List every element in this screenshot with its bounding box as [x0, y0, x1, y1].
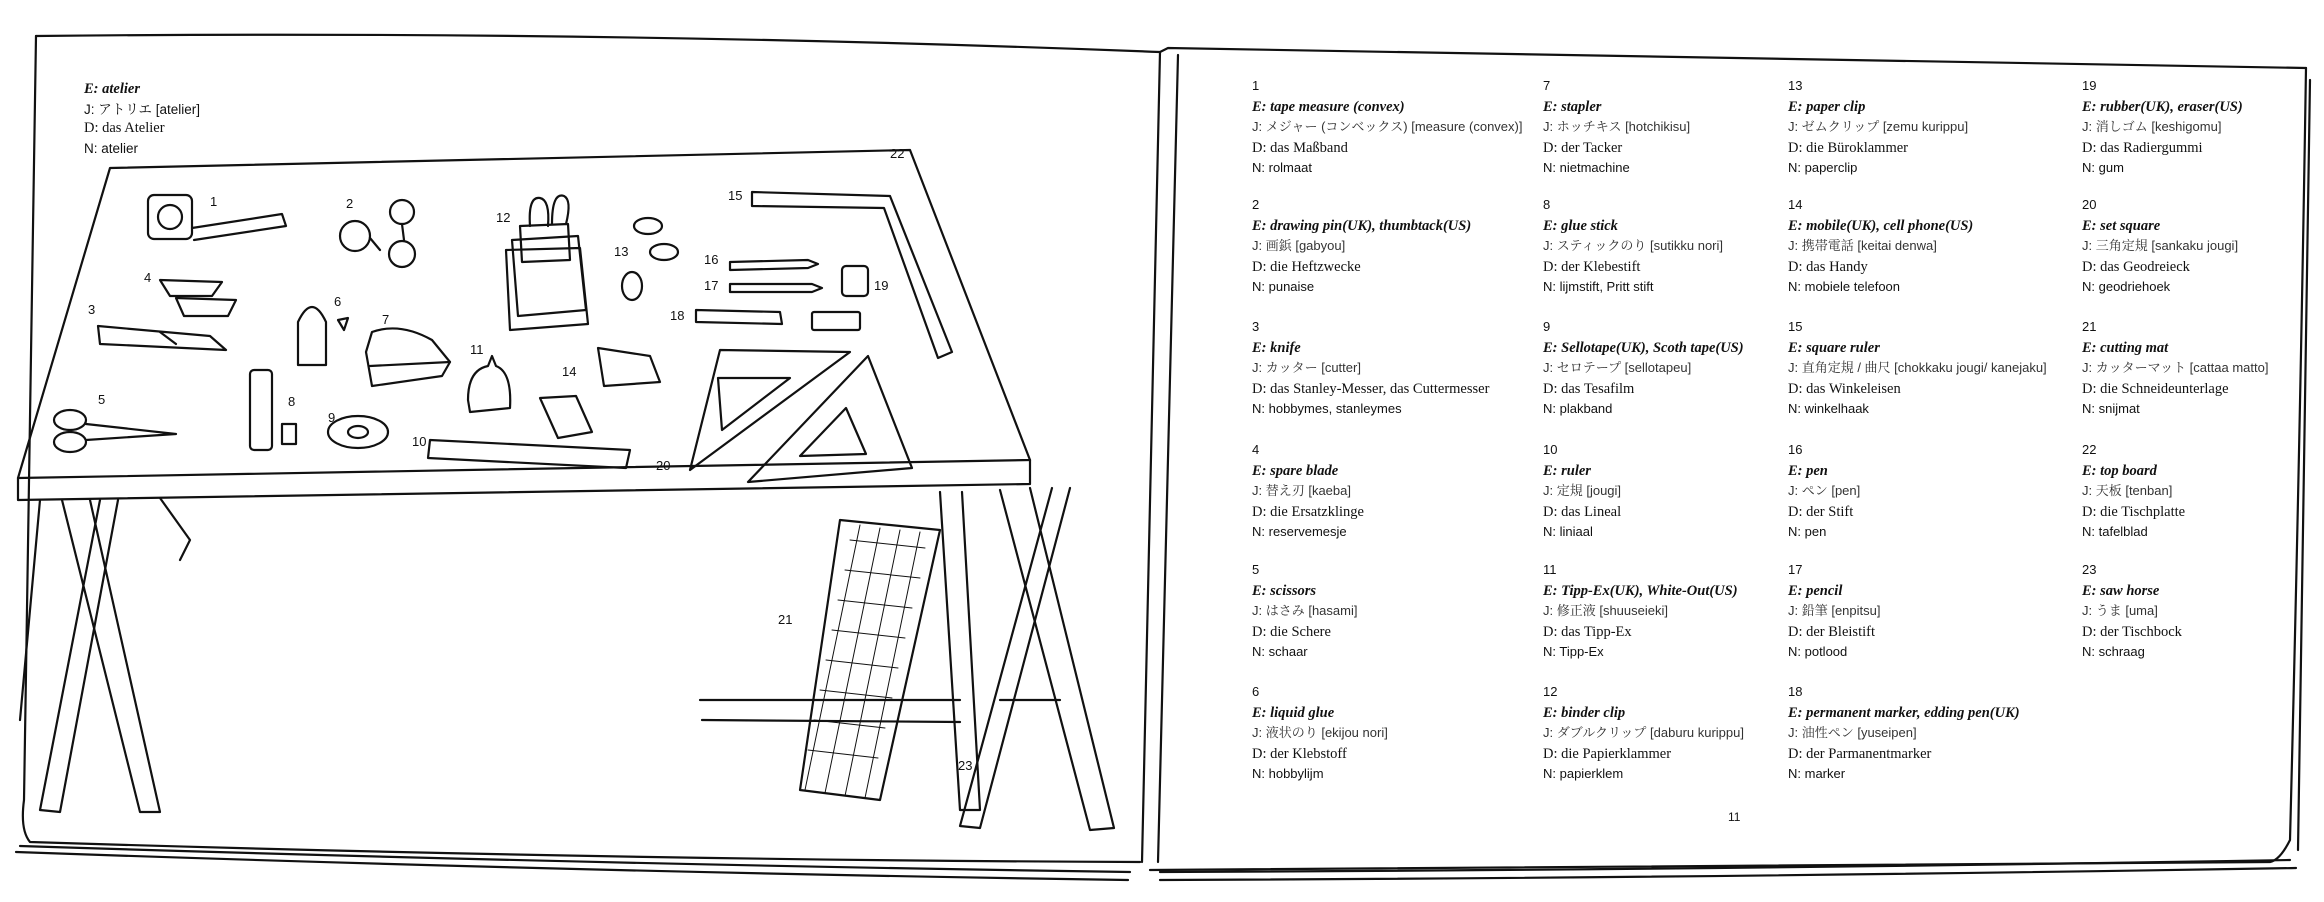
- entry-english: E: liquid glue: [1252, 704, 1335, 721]
- entry-dutch: N: potlood: [1788, 644, 1848, 659]
- entry-english: E: binder clip: [1543, 704, 1626, 721]
- vocab-entry: [2082, 440, 2185, 543]
- entry-number: 10: [1543, 442, 1558, 457]
- entry-number: 18: [1788, 684, 1803, 699]
- scene-title-block: [84, 80, 200, 158]
- entry-dutch: N: hobbylijm: [1252, 766, 1324, 781]
- callout-4: 4: [144, 270, 152, 285]
- entry-number: 3: [1252, 319, 1260, 334]
- entry-dutch: N: paperclip: [1788, 160, 1858, 175]
- vocab-entry: [1788, 560, 1880, 663]
- callout-7: 7: [382, 312, 390, 327]
- entry-japanese: J: はさみ [hasami]: [1252, 603, 1358, 618]
- entry-japanese: J: ホッチキス [hotchikisu]: [1543, 119, 1691, 134]
- entry-english: E: tape measure (convex): [1252, 98, 1405, 115]
- entry-english: E: ruler: [1543, 462, 1591, 479]
- entry-number: 22: [2082, 442, 2097, 457]
- entry-japanese: J: スティックのり [sutikku nori]: [1543, 238, 1724, 253]
- entry-japanese: J: うま [uma]: [2082, 603, 2158, 618]
- entry-japanese: J: 定規 [jougi]: [1543, 483, 1622, 498]
- callout-17: 17: [704, 278, 719, 293]
- entry-english: E: mobile(UK), cell phone(US): [1788, 217, 1974, 234]
- entry-number: 6: [1252, 684, 1260, 699]
- entry-japanese: J: 消しゴム [keshigomu]: [2082, 119, 2222, 134]
- entry-number: 5: [1252, 562, 1260, 577]
- callout-9: 9: [328, 410, 336, 425]
- entry-german: D: die Tischplatte: [2082, 503, 2186, 520]
- entry-number: 11: [1543, 562, 1557, 577]
- entry-german: D: das Winkeleisen: [1788, 380, 1901, 397]
- vocab-entry: [1543, 440, 1621, 543]
- cutting-mat: [800, 520, 940, 800]
- entry-dutch: N: punaise: [1252, 279, 1315, 294]
- entry-japanese: J: カッター [cutter]: [1252, 360, 1361, 375]
- entry-number: 14: [1788, 197, 1803, 212]
- entry-german: D: der Stift: [1788, 503, 1854, 520]
- entry-english: E: Tipp-Ex(UK), White-Out(US): [1543, 582, 1738, 599]
- vocab-entry: [1543, 317, 1744, 420]
- callout-18: 18: [670, 308, 685, 323]
- entry-number: 15: [1788, 319, 1803, 334]
- callout-15: 15: [728, 188, 743, 203]
- entry-number: 12: [1543, 684, 1558, 699]
- vocab-entry: [1543, 560, 1738, 663]
- callout-23: 23: [958, 758, 973, 773]
- callout-14: 14: [562, 364, 577, 379]
- entry-english: E: Sellotape(UK), Scoth tape(US): [1543, 339, 1744, 356]
- entry-german: D: das Tesafilm: [1543, 380, 1635, 397]
- vocab-entry: [1252, 560, 1357, 663]
- entry-number: 13: [1788, 78, 1803, 93]
- scene-title-en: E: atelier: [84, 81, 140, 97]
- vocab-entry: [2082, 560, 2182, 663]
- entry-dutch: N: marker: [1788, 766, 1846, 781]
- entry-number: 1: [1252, 78, 1260, 93]
- vocab-entry: [2082, 76, 2243, 179]
- entry-japanese: J: 携帯電話 [keitai denwa]: [1788, 238, 1937, 253]
- entry-number: 9: [1543, 319, 1551, 334]
- vocab-entry: [1543, 76, 1690, 179]
- callout-16: 16: [704, 252, 719, 267]
- entry-english: E: set square: [2082, 217, 2161, 234]
- entry-japanese: J: 鉛筆 [enpitsu]: [1788, 603, 1881, 618]
- vocab-entry: [2082, 195, 2238, 298]
- callout-13: 13: [614, 244, 629, 259]
- entry-english: E: knife: [1252, 339, 1301, 356]
- vocab-entry: [1788, 440, 1860, 543]
- entry-dutch: N: winkelhaak: [1788, 401, 1869, 416]
- vocab-entry: [1543, 195, 1723, 298]
- callout-numbers: [88, 146, 972, 773]
- callout-12: 12: [496, 210, 511, 225]
- callout-8: 8: [288, 394, 296, 409]
- entry-german: D: das Geodreieck: [2082, 258, 2190, 275]
- entry-japanese: J: 直角定規 / 曲尺 [chokkaku jougi/ kanejaku]: [1788, 360, 2047, 375]
- entry-german: D: der Tischbock: [2082, 623, 2182, 640]
- vocab-entry: [1543, 682, 1744, 785]
- entry-dutch: N: rolmaat: [1252, 160, 1312, 175]
- entry-german: D: der Klebstoff: [1252, 745, 1347, 762]
- callout-19: 19: [874, 278, 889, 293]
- entry-japanese: J: 三角定規 [sankaku jougi]: [2082, 238, 2239, 253]
- table-top: [18, 150, 1030, 478]
- entry-german: D: der Klebestift: [1543, 258, 1641, 275]
- entry-german: D: die Heftzwecke: [1252, 258, 1361, 275]
- vocab-entry: [1788, 317, 2047, 420]
- entry-dutch: N: reservemesje: [1252, 524, 1347, 539]
- entry-dutch: N: plakband: [1543, 401, 1613, 416]
- entry-german: D: die Papierklammer: [1543, 745, 1672, 762]
- callout-22: 22: [890, 146, 905, 161]
- entry-dutch: N: geodriehoek: [2082, 279, 2171, 294]
- entry-number: 17: [1788, 562, 1803, 577]
- entry-japanese: J: ペン [pen]: [1788, 483, 1861, 498]
- callout-20: 20: [656, 458, 671, 473]
- vocab-entry: [1252, 195, 1471, 298]
- entry-english: E: permanent marker, edding pen(UK): [1788, 704, 2020, 721]
- callout-6: 6: [334, 294, 342, 309]
- entry-number: 23: [2082, 562, 2097, 577]
- entry-english: E: stapler: [1543, 98, 1602, 115]
- entry-number: 16: [1788, 442, 1803, 457]
- entry-german: D: die Ersatzklinge: [1252, 503, 1364, 520]
- scene-title-de: D: das Atelier: [84, 120, 165, 136]
- entry-german: D: das Radiergummi: [2082, 139, 2203, 156]
- entry-german: D: der Parmanentmarker: [1788, 745, 1932, 762]
- entry-japanese: J: ダブルクリップ [daburu kurippu]: [1543, 725, 1744, 740]
- entry-japanese: J: メジャー (コンベックス) [measure (convex)]: [1252, 119, 1523, 134]
- vocab-entry: [1252, 440, 1364, 543]
- entry-dutch: N: Tipp-Ex: [1543, 644, 1604, 659]
- entry-german: D: das Handy: [1788, 258, 1868, 275]
- entry-number: 7: [1543, 78, 1551, 93]
- callout-1: 1: [210, 194, 218, 209]
- entry-dutch: N: snijmat: [2082, 401, 2140, 416]
- page-number: 11: [1728, 810, 1741, 824]
- table-illustration: [18, 150, 1114, 830]
- entry-dutch: N: nietmachine: [1543, 160, 1630, 175]
- callout-2: 2: [346, 196, 354, 211]
- entry-dutch: N: papierklem: [1543, 766, 1624, 781]
- entry-dutch: N: liniaal: [1543, 524, 1593, 539]
- entry-english: E: scissors: [1252, 582, 1317, 599]
- entry-number: 8: [1543, 197, 1551, 212]
- entry-dutch: N: lijmstift, Pritt stift: [1543, 279, 1654, 294]
- entry-german: D: das Lineal: [1543, 503, 1622, 520]
- entry-dutch: N: hobbymes, stanleymes: [1252, 401, 1402, 416]
- entry-number: 2: [1252, 197, 1260, 212]
- entry-japanese: J: 天板 [tenban]: [2082, 483, 2173, 498]
- entry-english: E: drawing pin(UK), thumbtack(US): [1252, 217, 1472, 234]
- vocab-entry: [1788, 682, 2020, 785]
- entry-japanese: J: 画鋲 [gabyou]: [1252, 238, 1346, 253]
- entry-number: 20: [2082, 197, 2097, 212]
- vocab-entry: [1788, 195, 1973, 298]
- entry-number: 4: [1252, 442, 1260, 457]
- entry-german: D: die Schere: [1252, 623, 1331, 640]
- entry-english: E: cutting mat: [2082, 339, 2169, 356]
- entry-dutch: N: pen: [1788, 524, 1827, 539]
- vocab-entry: [2082, 317, 2268, 420]
- entry-dutch: N: schraag: [2082, 644, 2145, 659]
- entry-japanese: J: 修正液 [shuuseieki]: [1543, 603, 1668, 618]
- entry-german: D: die Schneideunterlage: [2082, 380, 2229, 397]
- entry-dutch: N: tafelblad: [2082, 524, 2148, 539]
- entry-english: E: saw horse: [2082, 582, 2160, 599]
- entry-german: D: der Tacker: [1543, 139, 1623, 156]
- entry-english: E: rubber(UK), eraser(US): [2082, 98, 2243, 115]
- entry-japanese: J: ゼムクリップ [zemu kurippu]: [1788, 119, 1969, 134]
- callout-21: 21: [778, 612, 793, 627]
- entry-dutch: N: schaar: [1252, 644, 1308, 659]
- entry-german: D: das Maßband: [1252, 139, 1348, 156]
- entry-dutch: N: gum: [2082, 160, 2124, 175]
- entry-german: D: das Tipp-Ex: [1543, 623, 1632, 640]
- entry-number: 19: [2082, 78, 2097, 93]
- entry-english: E: glue stick: [1543, 217, 1618, 234]
- vocab-entry: [1252, 317, 1489, 420]
- callout-3: 3: [88, 302, 96, 317]
- callout-10: 10: [412, 434, 427, 449]
- entry-japanese: J: 替え刃 [kaeba]: [1252, 483, 1351, 498]
- vocab-entry: [1788, 76, 1968, 179]
- entry-english: E: paper clip: [1788, 98, 1866, 115]
- entry-english: E: spare blade: [1252, 462, 1339, 479]
- scene-title-ja: J: アトリエ [atelier]: [84, 101, 201, 117]
- entry-german: D: das Stanley-Messer, das Cuttermesser: [1252, 380, 1490, 397]
- entry-english: E: square ruler: [1788, 339, 1880, 356]
- vocab-entry: [1252, 76, 1522, 179]
- scene-title-nl: N: atelier: [84, 140, 139, 156]
- entry-japanese: J: 油性ペン [yuseipen]: [1788, 725, 1917, 740]
- entry-english: E: pen: [1788, 462, 1828, 479]
- entry-dutch: N: mobiele telefoon: [1788, 279, 1901, 294]
- entry-number: 21: [2082, 319, 2097, 334]
- entry-german: D: die Büroklammer: [1788, 139, 1909, 156]
- entry-german: D: der Bleistift: [1788, 623, 1875, 640]
- entry-english: E: pencil: [1788, 582, 1843, 599]
- callout-5: 5: [98, 392, 106, 407]
- entry-japanese: J: カッターマット [cattaa matto]: [2082, 360, 2269, 375]
- vocab-entry: [1252, 682, 1388, 785]
- entry-japanese: J: 液状のり [ekijou nori]: [1252, 725, 1388, 740]
- entry-japanese: J: セロテープ [sellotapeu]: [1543, 360, 1692, 375]
- entry-english: E: top board: [2082, 462, 2157, 479]
- callout-11: 11: [470, 342, 484, 357]
